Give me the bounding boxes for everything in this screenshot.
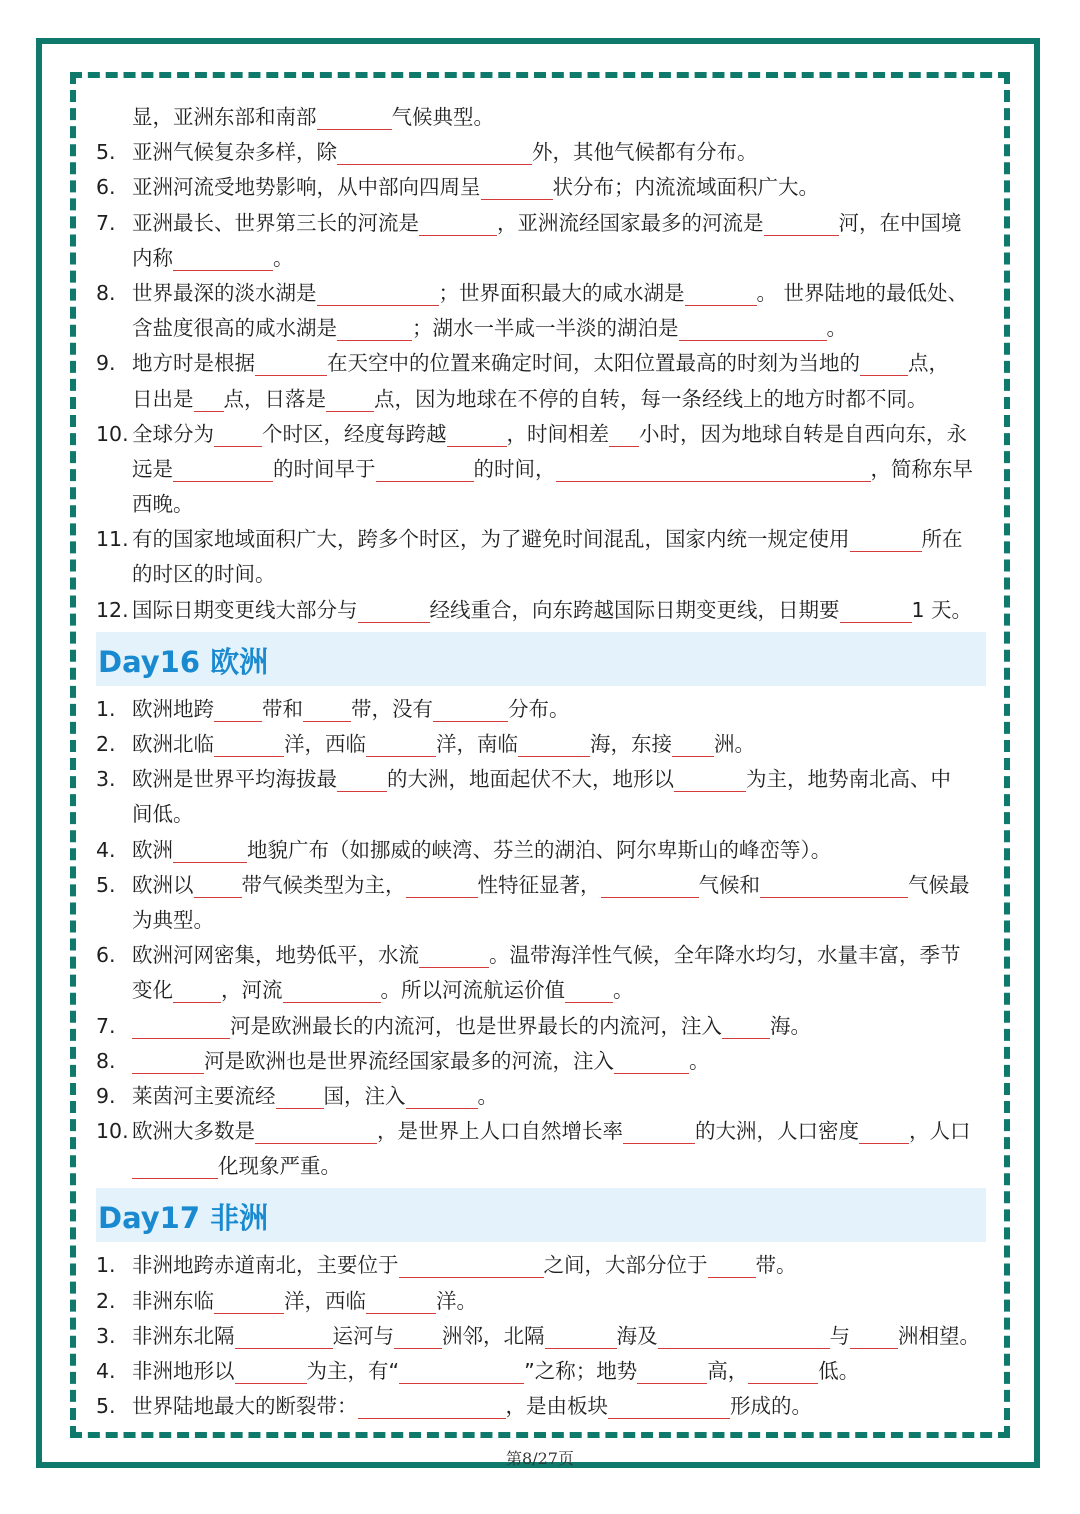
question-number: 11. [96,527,129,552]
question-text [132,797,194,832]
text-fragment: 。 [826,316,847,341]
text-fragment: 为主，地势南北高、中 [746,767,951,792]
question-line [96,1114,986,1149]
text-fragment: 性特征显著， [477,872,601,897]
answer-blank[interactable] [556,457,871,482]
text-fragment: 的大洲，人口密度 [695,1119,859,1144]
text-fragment: ，人口 [909,1119,971,1144]
question-text [132,241,294,276]
question-text [132,1149,341,1184]
answer-blank[interactable] [276,1084,324,1109]
question-text [132,593,972,628]
text-fragment: 带，没有 [351,696,433,721]
question-line [96,1079,986,1114]
question-line [96,1248,986,1283]
answer-blank[interactable] [235,1359,307,1384]
answer-blank[interactable] [748,1359,818,1384]
text-fragment: 。温带海洋性气候，全年降水均匀，水量丰富，季节 [489,943,961,968]
answer-blank[interactable] [173,457,273,482]
text-fragment: 莱茵河主要流经 [132,1083,276,1108]
question-number: 6. [96,175,116,200]
text-fragment: 日出是 [132,386,194,411]
question-line [96,1044,986,1079]
answer-blank[interactable] [214,732,284,757]
text-fragment: 显，亚洲东部和南部 [132,105,317,129]
text-fragment: 欧洲是世界平均海拔最 [132,767,337,792]
text-fragment: 带和 [262,696,303,721]
text-fragment: ，是世界上人口自然增长率 [377,1119,623,1144]
question-text [132,1389,812,1424]
text-fragment: 世界陆地最大的断裂带： [132,1394,358,1419]
answer-blank[interactable] [317,281,439,306]
text-fragment: 内称 [132,245,173,270]
question-text [132,557,276,592]
question-text [132,135,758,170]
text-fragment: 非洲地形以 [132,1359,235,1383]
text-fragment: 河，在中国境 [838,210,962,235]
answer-blank[interactable] [214,422,262,447]
text-fragment: 小时，因为地球自转是自西向东，永 [639,421,967,446]
question-text [132,1248,797,1283]
text-fragment: 状分布；内流流域面积广大。 [552,175,819,200]
text-fragment: 。 世界陆地的最低处、 [756,280,969,305]
text-fragment: 。 [273,245,294,270]
answer-blank[interactable] [194,873,242,898]
text-fragment: 有的国家地域面积广大，跨多个时区，为了避免时间混乱，国家内统一规定使用 [132,527,850,552]
text-fragment: 经线重合，向东跨越国际日期变更线，日期要 [429,597,840,622]
text-fragment: 欧洲以 [132,872,194,897]
question-number: 3. [96,1323,116,1348]
answer-blank[interactable] [545,1324,617,1349]
africa-question-block [96,1248,986,1424]
text-fragment: 高， [707,1359,749,1383]
answer-blank[interactable] [419,211,497,236]
text-fragment: 形成的。 [730,1394,812,1419]
asia-question-block [96,100,986,628]
question-line [96,692,986,727]
question-line [96,311,986,346]
text-fragment: 1 天。 [911,597,973,622]
answer-blank[interactable] [674,767,746,792]
question-line [96,170,986,205]
answer-blank[interactable] [132,1154,218,1179]
text-fragment: 带。 [755,1253,797,1278]
answer-blank[interactable] [399,1359,524,1384]
answer-blank[interactable] [255,1119,377,1144]
answer-blank[interactable] [235,1324,333,1349]
question-text [132,1319,980,1354]
question-line [96,346,986,381]
answer-blank[interactable] [760,873,908,898]
text-fragment: 亚洲气候复杂多样，除 [132,140,337,165]
question-number: 12. [96,597,129,622]
text-fragment: 亚洲最长、世界第三长的河流是 [132,210,419,235]
question-line [96,100,986,135]
answer-blank[interactable] [255,351,327,376]
text-fragment: 海。 [770,1013,811,1038]
answer-blank[interactable] [860,351,908,376]
answer-blank[interactable] [283,978,381,1003]
answer-blank[interactable] [337,316,412,341]
text-fragment: 气候和 [698,872,760,897]
answer-blank[interactable] [406,1084,478,1109]
question-text [132,1114,971,1149]
text-fragment: 河是欧洲也是世界流经国家最多的河流，注入 [204,1048,614,1073]
question-line [96,557,986,592]
answer-blank[interactable] [214,697,262,722]
text-fragment: 国际日期变更线大部分与 [132,597,358,622]
text-fragment: 含盐度很高的咸水湖是 [132,316,337,341]
text-fragment: 欧洲大多数是 [132,1119,255,1144]
question-line [96,903,986,938]
question-text [132,1044,710,1079]
answer-blank[interactable] [614,1049,689,1074]
question-number: 5. [96,872,116,897]
answer-blank[interactable] [840,598,912,623]
question-line [96,797,986,832]
answer-blank[interactable] [601,873,699,898]
question-line [96,382,986,417]
answer-blank[interactable] [173,838,247,863]
text-fragment: 为典型。 [132,907,214,932]
question-line [96,762,986,797]
text-fragment: ；世界面积最大的咸水湖是 [438,280,685,305]
question-text [132,1009,811,1044]
question-text [132,762,951,797]
answer-blank[interactable] [358,598,430,623]
answer-blank[interactable] [337,140,532,165]
text-fragment: 低。 [818,1359,860,1383]
text-fragment: 洲邻，北隔 [442,1323,545,1348]
answer-blank[interactable] [481,175,553,200]
answer-blank[interactable] [406,873,478,898]
question-text [132,1079,498,1114]
text-fragment: ，简称东早 [870,456,973,481]
question-text [132,1284,477,1319]
text-fragment: 海及 [616,1323,658,1348]
question-text [132,903,214,938]
question-text [132,417,967,452]
answer-blank[interactable] [679,316,827,341]
question-text [132,727,755,762]
answer-blank[interactable] [433,697,508,722]
text-fragment: 洲。 [714,732,755,756]
text-fragment: ，亚洲流经国家最多的河流是 [497,210,764,235]
text-fragment: ，是由板块 [505,1394,608,1419]
answer-blank[interactable] [419,943,489,968]
answer-blank[interactable] [609,422,639,447]
answer-blank[interactable] [722,1014,770,1039]
text-fragment: 的时间， [473,456,556,481]
text-fragment: 欧洲地跨 [132,696,214,721]
answer-blank[interactable] [850,1324,898,1349]
answer-blank[interactable] [173,246,273,271]
text-fragment: 个时区，经度每跨越 [262,421,447,446]
text-fragment: 国，注入 [323,1083,406,1108]
text-fragment: 洋，西临 [284,732,366,756]
question-number: 8. [96,280,116,305]
text-fragment: 带气候类型为主， [241,872,406,897]
text-fragment: 所在 [921,527,963,552]
text-fragment: 地方时是根据 [132,351,255,376]
answer-blank[interactable] [859,1119,909,1144]
answer-blank[interactable] [132,1014,230,1039]
text-fragment: 河是欧洲最长的内流河，也是世界最长的内流河，注入 [230,1013,722,1038]
text-fragment: 化现象严重。 [218,1154,341,1179]
question-line [96,727,986,762]
worksheet-content [96,100,986,1424]
text-fragment: 非洲东北隔 [132,1323,235,1348]
question-text [132,487,194,522]
question-number: 6. [96,943,116,968]
text-fragment: 变化 [132,978,173,1003]
text-fragment: 间低。 [132,802,194,827]
text-fragment: ；湖水一半咸一半淡的湖泊是 [412,316,679,341]
answer-blank[interactable] [326,387,374,412]
text-fragment: 亚洲河流受地势影响，从中部向四周呈 [132,175,481,200]
text-fragment: 西晚。 [132,492,194,517]
answer-blank[interactable] [518,732,590,757]
question-number: 4. [96,1359,116,1383]
question-text [132,868,970,903]
text-fragment: 。 [613,978,634,1003]
text-fragment: 世界最深的淡水湖是 [132,280,317,305]
question-line [96,1354,986,1389]
question-line [96,241,986,276]
answer-blank[interactable] [214,1289,284,1314]
question-text [132,206,962,241]
question-line [96,522,986,557]
answer-blank[interactable] [637,1359,707,1384]
text-fragment: 。 [689,1048,710,1073]
section-header-europe [96,632,986,686]
answer-blank[interactable] [358,1394,506,1419]
text-fragment: 洋，西临 [284,1288,366,1313]
question-text [132,311,847,346]
answer-blank[interactable] [623,1119,695,1144]
question-number: 1. [96,1253,116,1278]
answer-blank[interactable] [366,732,436,757]
question-text [132,382,928,417]
question-line [96,276,986,311]
question-text [132,938,961,973]
question-line [96,452,986,487]
text-fragment: 与 [829,1323,850,1348]
text-fragment: 。 [477,1083,498,1108]
question-number: 9. [96,1083,116,1108]
answer-blank[interactable] [658,1324,830,1349]
question-line [96,973,986,1008]
text-fragment: 非洲地跨赤道南北，主要位于 [132,1253,399,1278]
text-fragment: 全球分为 [132,421,214,446]
text-fragment: 欧洲北临 [132,732,214,756]
question-number: 2. [96,732,116,756]
question-text [132,276,968,311]
question-text [132,522,963,557]
text-fragment: 洋。 [436,1288,477,1313]
question-line [96,593,986,628]
europe-question-block [96,692,986,1185]
answer-blank[interactable] [708,1253,756,1278]
answer-blank[interactable] [399,1253,544,1278]
section-header-africa [96,1188,986,1242]
question-line [96,1284,986,1319]
question-line [96,206,986,241]
text-fragment: 洲相望。 [898,1323,980,1348]
answer-blank[interactable] [608,1394,730,1419]
question-line [96,1319,986,1354]
answer-blank[interactable] [303,697,351,722]
question-number: 10. [96,1119,129,1144]
question-number: 9. [96,351,116,376]
question-line [96,1009,986,1044]
answer-blank[interactable] [764,211,839,236]
question-number: 1. [96,696,116,721]
answer-blank[interactable] [337,767,387,792]
question-line [96,833,986,868]
text-fragment: 欧洲河网密集，地势低平，水流 [132,943,419,968]
answer-blank[interactable] [317,105,392,130]
question-number: 8. [96,1048,116,1073]
question-number: 5. [96,1394,116,1419]
question-number: 5. [96,140,116,165]
text-fragment: 远是 [132,456,173,481]
question-number: 10. [96,421,129,446]
question-number: 3. [96,767,116,792]
text-fragment: 点，因为地球在不停的自转，每一条经线上的地方时都不同。 [374,386,928,411]
text-fragment: 。所以河流航运价值 [380,978,565,1003]
text-fragment: 外，其他气候都有分布。 [532,140,758,165]
text-fragment: 分布。 [508,696,570,721]
answer-blank[interactable] [685,281,757,306]
text-fragment: ”之称；地势 [524,1359,638,1383]
question-number: 2. [96,1288,116,1313]
question-line [96,135,986,170]
text-fragment: 气候最 [908,872,970,897]
question-text [132,452,973,487]
answer-blank[interactable] [394,1324,442,1349]
question-text [132,973,634,1008]
answer-blank[interactable] [366,1289,436,1314]
question-number: 4. [96,837,116,862]
text-fragment: 为主，有“ [306,1359,400,1383]
text-fragment: 欧洲 [132,837,173,862]
text-fragment: 在天空中的位置来确定时间，太阳位置最高的时刻为当地的 [327,351,860,376]
question-text [132,170,819,205]
text-fragment: 海，东接 [590,732,672,756]
text-fragment: 非洲东临 [132,1288,214,1313]
question-line [96,1149,986,1184]
text-fragment: 气候典型。 [391,105,494,129]
answer-blank[interactable] [194,387,224,412]
text-fragment: 的时间早于 [273,456,376,481]
section-title-europe: Day16 欧洲 [98,644,269,679]
answer-blank[interactable] [850,527,922,552]
text-fragment: 点，日落是 [223,386,326,411]
question-number: 7. [96,1013,116,1038]
text-fragment: ，河流 [221,978,283,1003]
answer-blank[interactable] [132,1049,204,1074]
question-text [132,100,494,135]
text-fragment: 的时区的时间。 [132,562,276,587]
question-text [132,346,949,381]
text-fragment: ，时间相差 [506,421,609,446]
question-line [96,938,986,973]
answer-blank[interactable] [672,732,714,757]
text-fragment: 的大洲，地面起伏不大，地形以 [387,767,674,792]
question-text [132,692,570,727]
question-line [96,487,986,522]
question-line [96,1389,986,1424]
question-text [132,833,831,868]
question-text [132,1354,859,1389]
text-fragment: 点， [908,351,949,376]
question-line [96,417,986,452]
text-fragment: 之间，大部分位于 [543,1253,708,1278]
text-fragment: 地貌广布（如挪威的峡湾、芬兰的湖泊、阿尔卑斯山的峰峦等）。 [247,837,832,862]
question-line [96,868,986,903]
section-title-africa: Day17 非洲 [98,1201,269,1236]
text-fragment: 洋，南临 [436,732,518,756]
answer-blank[interactable] [173,978,221,1003]
page-number: 第8/27页 [506,1449,574,1468]
text-fragment: 运河与 [332,1323,394,1348]
answer-blank[interactable] [447,422,507,447]
answer-blank[interactable] [565,978,613,1003]
question-number: 7. [96,210,116,235]
answer-blank[interactable] [376,457,474,482]
